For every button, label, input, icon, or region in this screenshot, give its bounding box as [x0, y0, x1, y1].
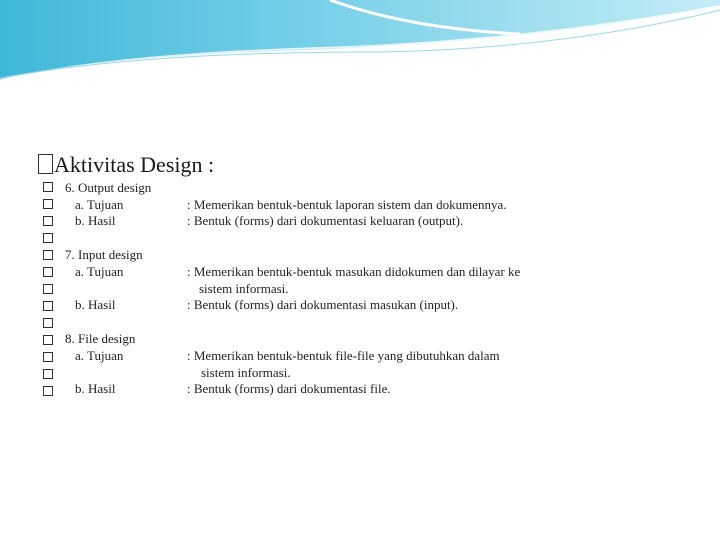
bullet-icon: [43, 199, 53, 209]
row-label-tujuan: a. Tujuan: [75, 348, 124, 363]
row-text-continuation: sistem informasi.: [199, 281, 289, 296]
row-label-hasil: b. Hasil: [75, 213, 116, 228]
header-wave-decoration: [0, 0, 720, 90]
bullet-icon: [43, 318, 53, 328]
missing-glyph-icon: [38, 154, 53, 174]
bullet-icon: [43, 182, 53, 192]
bullet-icon: [43, 284, 53, 294]
bullet-icon: [43, 352, 53, 362]
row-label-hasil: b. Hasil: [75, 297, 116, 312]
row-text: : Memerikan bentuk-bentuk file-file yang dibutuhkan dalam: [187, 348, 500, 363]
row-text: : Bentuk (forms) dari dokumentasi file.: [187, 381, 391, 396]
row-label-tujuan: a. Tujuan: [75, 264, 124, 279]
bullet-icon: [43, 250, 53, 260]
row-text: : Bentuk (forms) dari dokumentasi masukan (input).: [187, 297, 459, 312]
row-text-continuation: sistem informasi.: [201, 365, 291, 380]
bullet-icon: [43, 369, 53, 379]
row-text: : Memerikan bentuk-bentuk laporan sistem dan dokumennya.: [187, 197, 507, 212]
slide-title-text: Aktivitas Design :: [54, 152, 215, 177]
row-label-hasil: b. Hasil: [75, 381, 116, 396]
section-heading-file: 8. File design: [65, 331, 136, 346]
row-text: : Memerikan bentuk-bentuk masukan didokumen dan dilayar ke: [187, 264, 521, 279]
bullet-icon: [43, 216, 53, 226]
section-heading-input: 7. Input design: [65, 247, 143, 262]
section-heading-output: 6. Output design: [65, 180, 152, 195]
bullet-icon: [43, 301, 53, 311]
bullet-icon: [43, 386, 53, 396]
bullet-icon: [43, 335, 53, 345]
slide-title: [38, 152, 214, 178]
bullet-icon: [43, 267, 53, 277]
bullet-icon: [43, 233, 53, 243]
row-label-tujuan: a. Tujuan: [75, 197, 124, 212]
row-text: : Bentuk (forms) dari dokumentasi keluaran (output).: [187, 213, 464, 228]
